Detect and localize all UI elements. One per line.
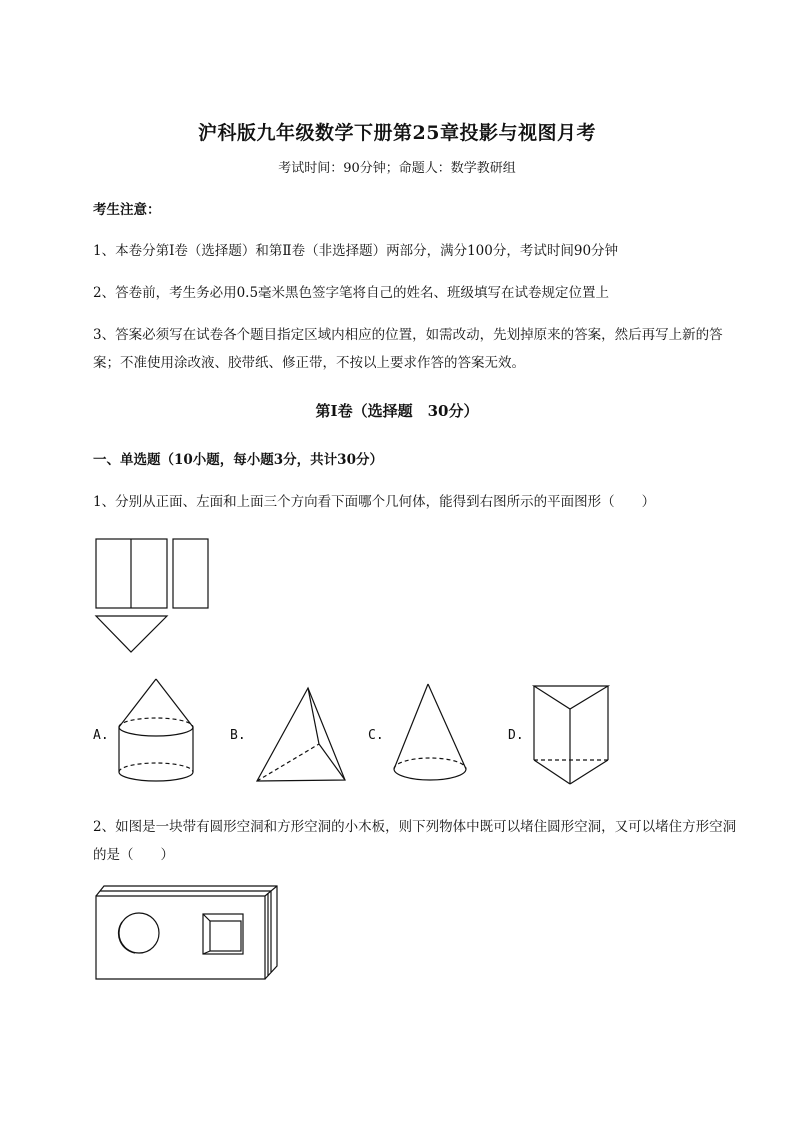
notice-item-3: 3、答案必须写在试卷各个题目指定区域内相应的位置，如需改动，先划掉原来的答案，然后再写上新的答案；不准使用涂改液、胶带纸、修正带，不按以上要求作答的答案无效。 [93,327,723,371]
question-2-text: 2、如图是一块带有圆形空洞和方形空洞的小木板，则下列物体中既可以堵住圆形空洞，又可以堵住方形空洞的是（ ） [93,819,737,863]
notice-item-1: 1、本卷分第I卷（选择题）和第Ⅱ卷（非选择题）两部分，满分100分，考试时间90分钟 [93,243,619,259]
notice-item-2: 2、答卷前，考生务必用0.5毫米黑色签字笔将自己的姓名、班级填写在试卷规定位置上 [93,285,610,301]
notice-heading: 考生注意： [93,202,161,218]
option-d-label: D. [508,728,524,743]
option-b-label: B. [230,728,246,743]
part-heading: 一、单选题（10小题，每小题3分，共计30分） [93,452,383,468]
question-1-text: 1、分别从正面、左面和上面三个方向看下面哪个几何体，能得到右图所示的平面图形（ ） [93,494,656,510]
option-c-label: C. [368,728,384,743]
option-a-label: A. [93,728,109,743]
section-title: 第I卷（选择题 30分） [315,402,479,420]
page-title: 沪科版九年级数学下册第25章投影与视图月考 [198,122,596,144]
exam-info: 考试时间：90分钟；命题人：数学教研组 [278,161,516,176]
